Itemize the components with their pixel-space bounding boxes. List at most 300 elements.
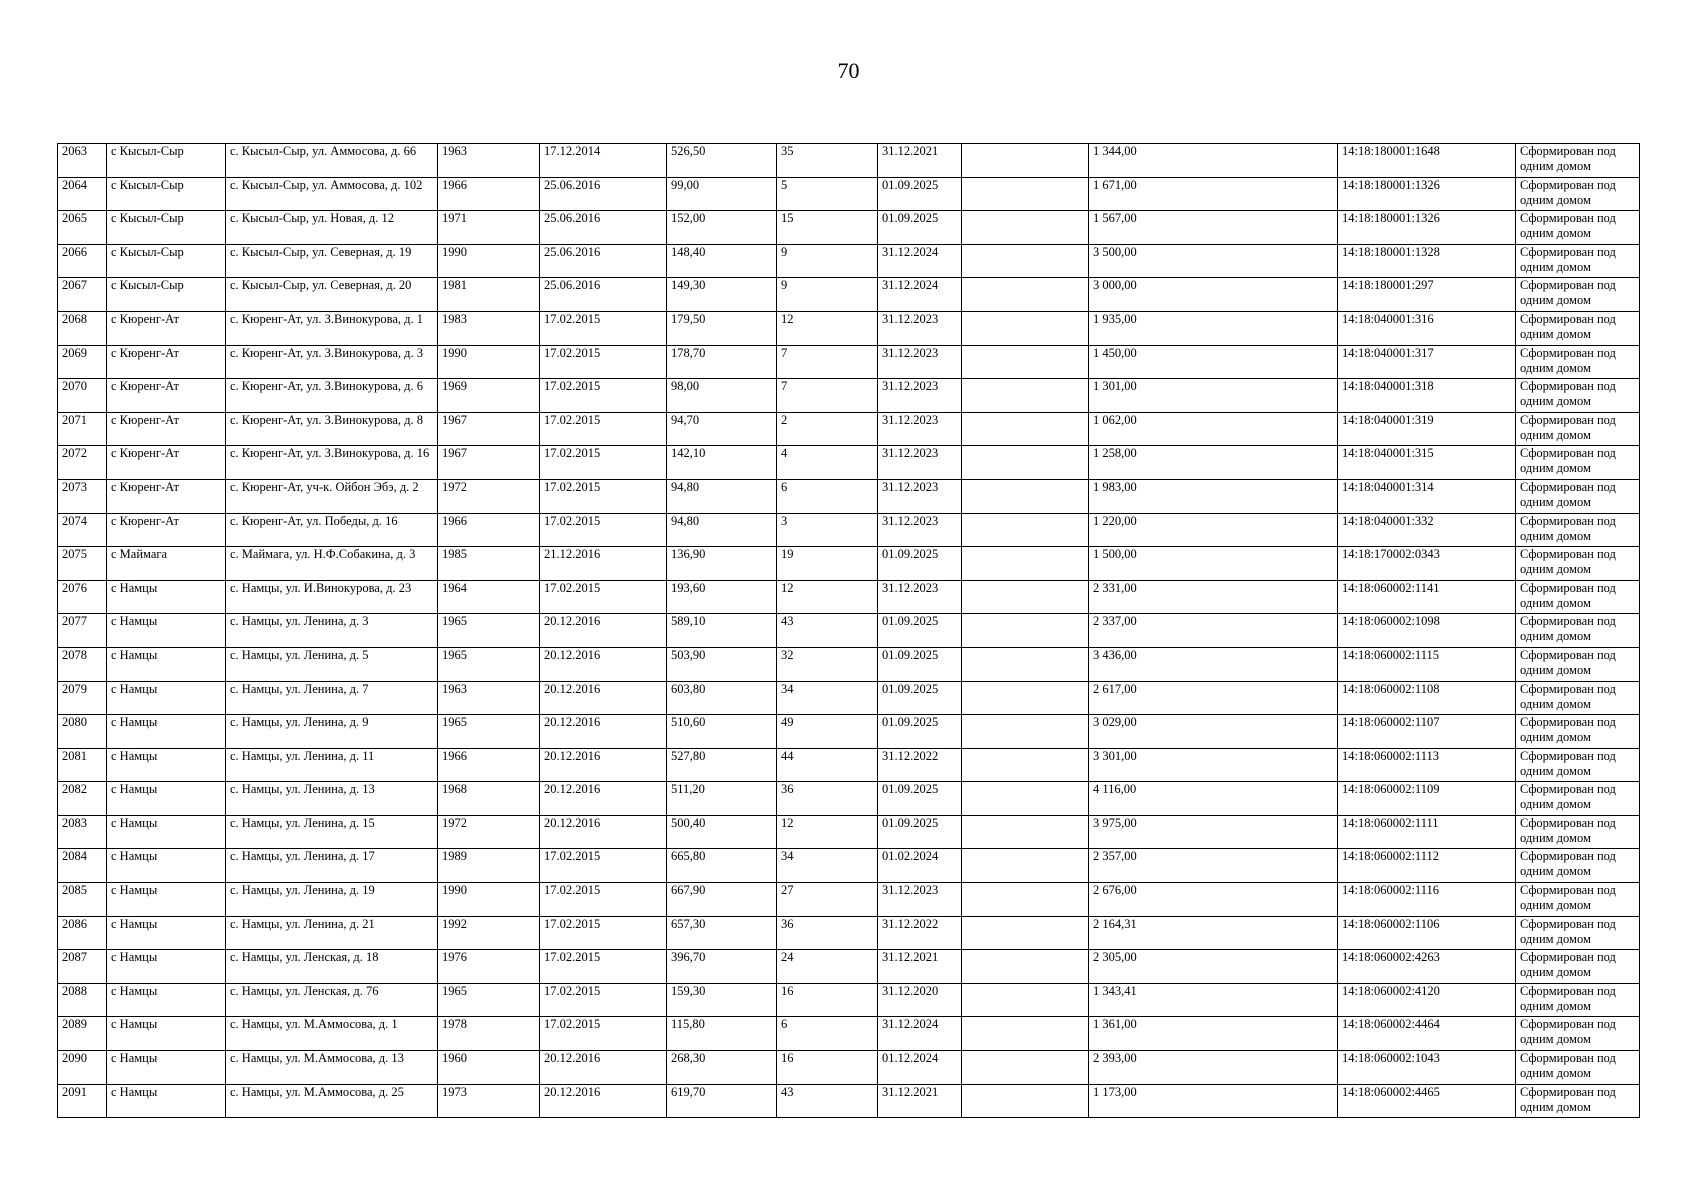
empty-cell [962, 479, 1089, 513]
deadline-date-cell: 01.09.2025 [878, 681, 962, 715]
cadastral-number-cell: 14:18:060002:4120 [1338, 983, 1516, 1017]
table-row [58, 916, 1640, 950]
empty-cell [962, 647, 1089, 681]
deadline-date-cell: 01.09.2025 [878, 815, 962, 849]
area-cell: 396,70 [667, 950, 777, 984]
deadline-date-cell: 01.09.2025 [878, 547, 962, 581]
table-row [58, 1051, 1640, 1085]
date-cell: 17.02.2015 [540, 883, 667, 917]
settlement-cell: с Кюренг-Ат [107, 311, 226, 345]
note-cell: Сформирован под одним домом [1516, 950, 1640, 984]
date-cell: 20.12.2016 [540, 1084, 667, 1118]
residents-cell: 34 [777, 681, 878, 715]
address-cell: с. Кюренг-Ат, ул. Победы, д. 16 [226, 513, 438, 547]
residents-cell: 6 [777, 1017, 878, 1051]
address-cell: с. Намцы, ул. Ленина, д. 11 [226, 748, 438, 782]
note-cell: Сформирован под одним домом [1516, 311, 1640, 345]
settlement-cell: с Намцы [107, 950, 226, 984]
table-row [58, 144, 1640, 178]
table-row [58, 177, 1640, 211]
page-number: 70 [837, 58, 860, 83]
cadastral-number-cell: 14:18:040001:317 [1338, 345, 1516, 379]
year-built-cell: 1990 [438, 883, 540, 917]
address-cell: с. Намцы, ул. М.Аммосова, д. 13 [226, 1051, 438, 1085]
area-cell: 178,70 [667, 345, 777, 379]
deadline-date-cell: 31.12.2020 [878, 983, 962, 1017]
area-cell: 148,40 [667, 244, 777, 278]
residents-cell: 15 [777, 211, 878, 245]
address-cell: с. Кюренг-Ат, ул. З.Винокурова, д. 1 [226, 311, 438, 345]
year-built-cell: 1965 [438, 715, 540, 749]
residents-cell: 16 [777, 1051, 878, 1085]
deadline-date-cell: 31.12.2023 [878, 479, 962, 513]
note-cell: Сформирован под одним домом [1516, 983, 1640, 1017]
row-number-cell: 2089 [58, 1017, 107, 1051]
deadline-date-cell: 31.12.2023 [878, 446, 962, 480]
cadastral-number-cell: 14:18:060002:1109 [1338, 782, 1516, 816]
empty-cell [962, 345, 1089, 379]
residents-cell: 9 [777, 278, 878, 312]
row-number-cell: 2072 [58, 446, 107, 480]
year-built-cell: 1983 [438, 311, 540, 345]
cost-cell: 1 344,00 [1089, 144, 1338, 178]
area-cell: 149,30 [667, 278, 777, 312]
note-cell: Сформирован под одним домом [1516, 278, 1640, 312]
cost-cell: 3 500,00 [1089, 244, 1338, 278]
address-cell: с. Намцы, ул. И.Винокурова, д. 23 [226, 580, 438, 614]
row-number-cell: 2064 [58, 177, 107, 211]
note-cell: Сформирован под одним домом [1516, 782, 1640, 816]
area-cell: 94,80 [667, 479, 777, 513]
empty-cell [962, 244, 1089, 278]
residents-cell: 16 [777, 983, 878, 1017]
area-cell: 657,30 [667, 916, 777, 950]
area-cell: 500,40 [667, 815, 777, 849]
cadastral-number-cell: 14:18:060002:1043 [1338, 1051, 1516, 1085]
area-cell: 115,80 [667, 1017, 777, 1051]
row-number-cell: 2071 [58, 412, 107, 446]
deadline-date-cell: 31.12.2023 [878, 311, 962, 345]
area-cell: 99,00 [667, 177, 777, 211]
residents-cell: 43 [777, 1084, 878, 1118]
table-row [58, 614, 1640, 648]
cost-cell: 1 173,00 [1089, 1084, 1338, 1118]
date-cell: 17.02.2015 [540, 479, 667, 513]
area-cell: 667,90 [667, 883, 777, 917]
note-cell: Сформирован под одним домом [1516, 1051, 1640, 1085]
residents-cell: 6 [777, 479, 878, 513]
note-cell: Сформирован под одним домом [1516, 647, 1640, 681]
table-row [58, 849, 1640, 883]
empty-cell [962, 681, 1089, 715]
cost-cell: 1 361,00 [1089, 1017, 1338, 1051]
settlement-cell: с Намцы [107, 916, 226, 950]
settlement-cell: с Намцы [107, 883, 226, 917]
date-cell: 17.02.2015 [540, 446, 667, 480]
cadastral-number-cell: 14:18:040001:319 [1338, 412, 1516, 446]
table-row [58, 782, 1640, 816]
address-cell: с. Намцы, ул. М.Аммосова, д. 25 [226, 1084, 438, 1118]
settlement-cell: с Намцы [107, 983, 226, 1017]
table-body [58, 144, 1640, 1118]
date-cell: 25.06.2016 [540, 244, 667, 278]
row-number-cell: 2091 [58, 1084, 107, 1118]
cost-cell: 3 029,00 [1089, 715, 1338, 749]
area-cell: 603,80 [667, 681, 777, 715]
date-cell: 20.12.2016 [540, 715, 667, 749]
year-built-cell: 1966 [438, 513, 540, 547]
year-built-cell: 1973 [438, 1084, 540, 1118]
table-row [58, 815, 1640, 849]
date-cell: 25.06.2016 [540, 278, 667, 312]
area-cell: 526,50 [667, 144, 777, 178]
date-cell: 17.02.2015 [540, 513, 667, 547]
deadline-date-cell: 31.12.2023 [878, 883, 962, 917]
date-cell: 17.02.2015 [540, 950, 667, 984]
deadline-date-cell: 31.12.2021 [878, 1084, 962, 1118]
cadastral-number-cell: 14:18:040001:315 [1338, 446, 1516, 480]
table-row [58, 479, 1640, 513]
settlement-cell: с Намцы [107, 580, 226, 614]
deadline-date-cell: 01.09.2025 [878, 177, 962, 211]
cadastral-number-cell: 14:18:060002:1108 [1338, 681, 1516, 715]
empty-cell [962, 311, 1089, 345]
date-cell: 17.02.2015 [540, 311, 667, 345]
date-cell: 20.12.2016 [540, 748, 667, 782]
cadastral-number-cell: 14:18:060002:1106 [1338, 916, 1516, 950]
residents-cell: 36 [777, 916, 878, 950]
residents-cell: 3 [777, 513, 878, 547]
note-cell: Сформирован под одним домом [1516, 345, 1640, 379]
deadline-date-cell: 01.12.2024 [878, 1051, 962, 1085]
address-cell: с. Кысыл-Сыр, ул. Северная, д. 19 [226, 244, 438, 278]
address-cell: с. Кюренг-Ат, ул. З.Винокурова, д. 16 [226, 446, 438, 480]
deadline-date-cell: 31.12.2021 [878, 144, 962, 178]
year-built-cell: 1990 [438, 345, 540, 379]
settlement-cell: с Намцы [107, 681, 226, 715]
cadastral-number-cell: 14:18:060002:1111 [1338, 815, 1516, 849]
residents-cell: 35 [777, 144, 878, 178]
settlement-cell: с Намцы [107, 715, 226, 749]
residents-cell: 32 [777, 647, 878, 681]
row-number-cell: 2080 [58, 715, 107, 749]
residents-cell: 43 [777, 614, 878, 648]
empty-cell [962, 916, 1089, 950]
cost-cell: 3 975,00 [1089, 815, 1338, 849]
address-cell: с. Намцы, ул. Ленина, д. 17 [226, 849, 438, 883]
residents-cell: 2 [777, 412, 878, 446]
empty-cell [962, 782, 1089, 816]
date-cell: 17.02.2015 [540, 379, 667, 413]
cadastral-number-cell: 14:18:060002:1113 [1338, 748, 1516, 782]
address-cell: с. Кюренг-Ат, ул. З.Винокурова, д. 8 [226, 412, 438, 446]
cost-cell: 2 676,00 [1089, 883, 1338, 917]
empty-cell [962, 983, 1089, 1017]
address-cell: с. Кысыл-Сыр, ул. Новая, д. 12 [226, 211, 438, 245]
area-cell: 136,90 [667, 547, 777, 581]
cadastral-number-cell: 14:18:180001:297 [1338, 278, 1516, 312]
address-cell: с. Намцы, ул. Ленина, д. 7 [226, 681, 438, 715]
empty-cell [962, 614, 1089, 648]
cost-cell: 1 983,00 [1089, 479, 1338, 513]
empty-cell [962, 815, 1089, 849]
table-row [58, 715, 1640, 749]
table-row [58, 513, 1640, 547]
table-row [58, 244, 1640, 278]
year-built-cell: 1972 [438, 815, 540, 849]
date-cell: 17.02.2015 [540, 849, 667, 883]
date-cell: 20.12.2016 [540, 681, 667, 715]
date-cell: 17.02.2015 [540, 412, 667, 446]
note-cell: Сформирован под одним домом [1516, 916, 1640, 950]
area-cell: 159,30 [667, 983, 777, 1017]
row-number-cell: 2074 [58, 513, 107, 547]
settlement-cell: с Намцы [107, 748, 226, 782]
residents-cell: 9 [777, 244, 878, 278]
area-cell: 527,80 [667, 748, 777, 782]
empty-cell [962, 278, 1089, 312]
deadline-date-cell: 31.12.2023 [878, 513, 962, 547]
year-built-cell: 1976 [438, 950, 540, 984]
empty-cell [962, 211, 1089, 245]
cost-cell: 1 567,00 [1089, 211, 1338, 245]
empty-cell [962, 883, 1089, 917]
note-cell: Сформирован под одним домом [1516, 883, 1640, 917]
cost-cell: 2 337,00 [1089, 614, 1338, 648]
empty-cell [962, 748, 1089, 782]
table-row [58, 748, 1640, 782]
date-cell: 20.12.2016 [540, 1051, 667, 1085]
empty-cell [962, 379, 1089, 413]
date-cell: 20.12.2016 [540, 647, 667, 681]
cost-cell: 2 331,00 [1089, 580, 1338, 614]
date-cell: 25.06.2016 [540, 211, 667, 245]
row-number-cell: 2076 [58, 580, 107, 614]
year-built-cell: 1981 [438, 278, 540, 312]
empty-cell [962, 144, 1089, 178]
address-cell: с. Кысыл-Сыр, ул. Северная, д. 20 [226, 278, 438, 312]
settlement-cell: с Кюренг-Ат [107, 345, 226, 379]
cadastral-number-cell: 14:18:180001:1328 [1338, 244, 1516, 278]
note-cell: Сформирован под одним домом [1516, 580, 1640, 614]
housing-registry-table [57, 143, 1640, 1118]
note-cell: Сформирован под одним домом [1516, 815, 1640, 849]
row-number-cell: 2070 [58, 379, 107, 413]
table-row [58, 211, 1640, 245]
deadline-date-cell: 31.12.2023 [878, 412, 962, 446]
address-cell: с. Намцы, ул. Ленина, д. 3 [226, 614, 438, 648]
settlement-cell: с Кысыл-Сыр [107, 144, 226, 178]
settlement-cell: с Кысыл-Сыр [107, 244, 226, 278]
date-cell: 21.12.2016 [540, 547, 667, 581]
cost-cell: 2 164,31 [1089, 916, 1338, 950]
date-cell: 17.02.2015 [540, 983, 667, 1017]
deadline-date-cell: 31.12.2023 [878, 345, 962, 379]
area-cell: 503,90 [667, 647, 777, 681]
cost-cell: 3 436,00 [1089, 647, 1338, 681]
deadline-date-cell: 01.09.2025 [878, 647, 962, 681]
settlement-cell: с Кюренг-Ат [107, 479, 226, 513]
note-cell: Сформирован под одним домом [1516, 211, 1640, 245]
row-number-cell: 2063 [58, 144, 107, 178]
table-row [58, 446, 1640, 480]
address-cell: с. Кюренг-Ат, уч-к. Ойбон Эбэ, д. 2 [226, 479, 438, 513]
settlement-cell: с Намцы [107, 614, 226, 648]
cost-cell: 1 258,00 [1089, 446, 1338, 480]
date-cell: 20.12.2016 [540, 614, 667, 648]
deadline-date-cell: 01.09.2025 [878, 211, 962, 245]
cadastral-number-cell: 14:18:180001:1648 [1338, 144, 1516, 178]
deadline-date-cell: 01.02.2024 [878, 849, 962, 883]
note-cell: Сформирован под одним домом [1516, 1084, 1640, 1118]
cost-cell: 3 000,00 [1089, 278, 1338, 312]
address-cell: с. Намцы, ул. М.Аммосова, д. 1 [226, 1017, 438, 1051]
empty-cell [962, 412, 1089, 446]
year-built-cell: 1989 [438, 849, 540, 883]
settlement-cell: с Кюренг-Ат [107, 513, 226, 547]
empty-cell [962, 446, 1089, 480]
date-cell: 17.02.2015 [540, 1017, 667, 1051]
date-cell: 20.12.2016 [540, 782, 667, 816]
area-cell: 98,00 [667, 379, 777, 413]
note-cell: Сформирован под одним домом [1516, 144, 1640, 178]
row-number-cell: 2084 [58, 849, 107, 883]
cadastral-number-cell: 14:18:060002:1098 [1338, 614, 1516, 648]
note-cell: Сформирован под одним домом [1516, 479, 1640, 513]
address-cell: с. Намцы, ул. Ленина, д. 21 [226, 916, 438, 950]
address-cell: с. Намцы, ул. Ленина, д. 5 [226, 647, 438, 681]
note-cell: Сформирован под одним домом [1516, 748, 1640, 782]
settlement-cell: с Маймага [107, 547, 226, 581]
row-number-cell: 2069 [58, 345, 107, 379]
settlement-cell: с Намцы [107, 815, 226, 849]
year-built-cell: 1968 [438, 782, 540, 816]
date-cell: 17.02.2015 [540, 916, 667, 950]
empty-cell [962, 1084, 1089, 1118]
address-cell: с. Намцы, ул. Ленина, д. 9 [226, 715, 438, 749]
year-built-cell: 1971 [438, 211, 540, 245]
cadastral-number-cell: 14:18:060002:4465 [1338, 1084, 1516, 1118]
cadastral-number-cell: 14:18:060002:4464 [1338, 1017, 1516, 1051]
cadastral-number-cell: 14:18:040001:332 [1338, 513, 1516, 547]
note-cell: Сформирован под одним домом [1516, 681, 1640, 715]
row-number-cell: 2065 [58, 211, 107, 245]
note-cell: Сформирован под одним домом [1516, 177, 1640, 211]
empty-cell [962, 950, 1089, 984]
table-row [58, 983, 1640, 1017]
date-cell: 17.12.2014 [540, 144, 667, 178]
row-number-cell: 2082 [58, 782, 107, 816]
cost-cell: 1 220,00 [1089, 513, 1338, 547]
cost-cell: 1 671,00 [1089, 177, 1338, 211]
cadastral-number-cell: 14:18:040001:318 [1338, 379, 1516, 413]
area-cell: 193,60 [667, 580, 777, 614]
settlement-cell: с Кысыл-Сыр [107, 177, 226, 211]
year-built-cell: 1992 [438, 916, 540, 950]
settlement-cell: с Кюренг-Ат [107, 446, 226, 480]
table-row [58, 1084, 1640, 1118]
year-built-cell: 1972 [438, 479, 540, 513]
row-number-cell: 2083 [58, 815, 107, 849]
empty-cell [962, 580, 1089, 614]
year-built-cell: 1963 [438, 681, 540, 715]
year-built-cell: 1969 [438, 379, 540, 413]
table-row [58, 580, 1640, 614]
address-cell: с. Намцы, ул. Ленина, д. 13 [226, 782, 438, 816]
empty-cell [962, 177, 1089, 211]
cadastral-number-cell: 14:18:060002:1112 [1338, 849, 1516, 883]
settlement-cell: с Намцы [107, 1017, 226, 1051]
area-cell: 142,10 [667, 446, 777, 480]
year-built-cell: 1966 [438, 748, 540, 782]
row-number-cell: 2088 [58, 983, 107, 1017]
row-number-cell: 2068 [58, 311, 107, 345]
note-cell: Сформирован под одним домом [1516, 412, 1640, 446]
cadastral-number-cell: 14:18:060002:4263 [1338, 950, 1516, 984]
cadastral-number-cell: 14:18:060002:1116 [1338, 883, 1516, 917]
address-cell: с. Кюренг-Ат, ул. З.Винокурова, д. 3 [226, 345, 438, 379]
address-cell: с. Кысыл-Сыр, ул. Аммосова, д. 102 [226, 177, 438, 211]
date-cell: 17.02.2015 [540, 580, 667, 614]
note-cell: Сформирован под одним домом [1516, 244, 1640, 278]
cost-cell: 1 450,00 [1089, 345, 1338, 379]
area-cell: 94,80 [667, 513, 777, 547]
area-cell: 665,80 [667, 849, 777, 883]
table-row [58, 547, 1640, 581]
residents-cell: 44 [777, 748, 878, 782]
address-cell: с. Намцы, ул. Ленская, д. 76 [226, 983, 438, 1017]
address-cell: с. Кюренг-Ат, ул. З.Винокурова, д. 6 [226, 379, 438, 413]
cost-cell: 2 357,00 [1089, 849, 1338, 883]
note-cell: Сформирован под одним домом [1516, 715, 1640, 749]
cost-cell: 3 301,00 [1089, 748, 1338, 782]
note-cell: Сформирован под одним домом [1516, 446, 1640, 480]
settlement-cell: с Намцы [107, 782, 226, 816]
area-cell: 511,20 [667, 782, 777, 816]
deadline-date-cell: 01.09.2025 [878, 614, 962, 648]
residents-cell: 36 [777, 782, 878, 816]
cost-cell: 2 617,00 [1089, 681, 1338, 715]
year-built-cell: 1967 [438, 446, 540, 480]
table-row [58, 681, 1640, 715]
row-number-cell: 2077 [58, 614, 107, 648]
residents-cell: 4 [777, 446, 878, 480]
settlement-cell: с Намцы [107, 647, 226, 681]
residents-cell: 34 [777, 849, 878, 883]
table-row [58, 412, 1640, 446]
address-cell: с. Маймага, ул. Н.Ф.Собакина, д. 3 [226, 547, 438, 581]
residents-cell: 24 [777, 950, 878, 984]
address-cell: с. Намцы, ул. Ленская, д. 18 [226, 950, 438, 984]
row-number-cell: 2073 [58, 479, 107, 513]
year-built-cell: 1985 [438, 547, 540, 581]
empty-cell [962, 849, 1089, 883]
cost-cell: 2 393,00 [1089, 1051, 1338, 1085]
row-number-cell: 2075 [58, 547, 107, 581]
area-cell: 152,00 [667, 211, 777, 245]
cost-cell: 1 500,00 [1089, 547, 1338, 581]
cadastral-number-cell: 14:18:180001:1326 [1338, 211, 1516, 245]
deadline-date-cell: 31.12.2023 [878, 580, 962, 614]
date-cell: 25.06.2016 [540, 177, 667, 211]
cost-cell: 1 935,00 [1089, 311, 1338, 345]
year-built-cell: 1965 [438, 647, 540, 681]
cost-cell: 2 305,00 [1089, 950, 1338, 984]
cadastral-number-cell: 14:18:040001:314 [1338, 479, 1516, 513]
empty-cell [962, 1051, 1089, 1085]
cadastral-number-cell: 14:18:040001:316 [1338, 311, 1516, 345]
note-cell: Сформирован под одним домом [1516, 547, 1640, 581]
